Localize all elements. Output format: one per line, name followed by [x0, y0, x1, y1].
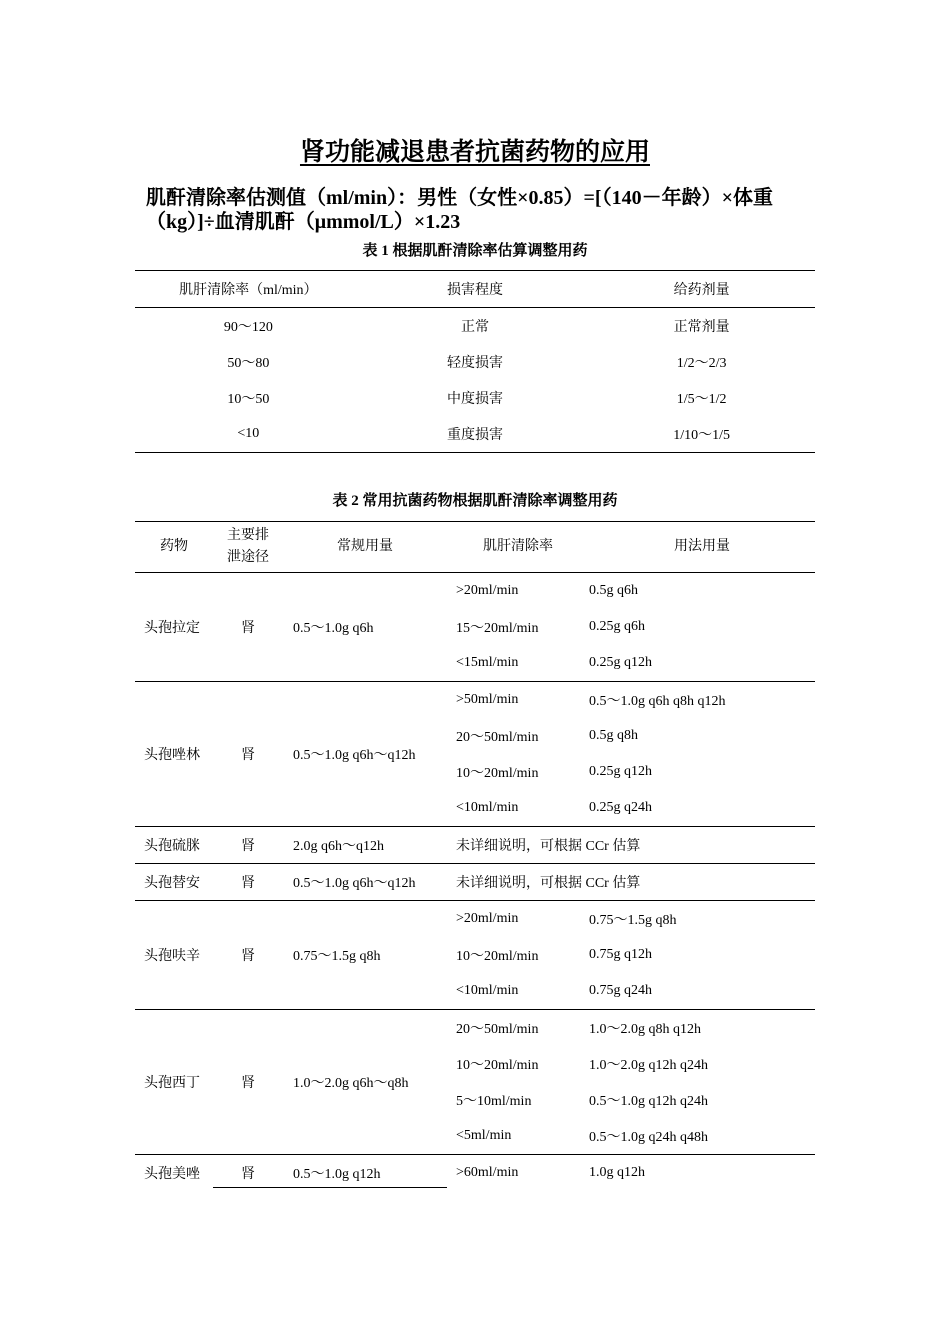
usage-value: 0.25g q12h [589, 655, 652, 670]
drug-name: 头孢替安 [144, 876, 200, 891]
creatinine-formula: 肌酐清除率估测值（ml/min）：男性（女性×0.85）=[（140－年龄）×体重（kg）]÷血清肌酐（μmmol/L）×1.23 [146, 187, 773, 233]
table-row [447, 609, 815, 645]
table1-caption: 表 1 根据肌酐清除率估算调整用药 [362, 243, 588, 259]
drug-route: 肾 [241, 949, 255, 964]
table-row [447, 754, 815, 790]
table-cell: 1/10～1/5 [673, 428, 731, 443]
drug-info [135, 901, 447, 1009]
drug-route: 肾 [241, 621, 255, 636]
table-row [447, 682, 815, 718]
drug-dose: 0.5～1.0g q12h [293, 1167, 381, 1182]
table-cell: 正常 [461, 320, 489, 335]
ccr-value: >50ml/min [456, 692, 519, 707]
dose-rows [447, 864, 815, 900]
usage-value: 0.25g q12h [589, 764, 652, 779]
ccr-value: >20ml/min [456, 583, 519, 598]
ccr-value: 10～20ml/min [456, 1058, 539, 1073]
drug-name: 头孢美唑 [144, 1167, 200, 1182]
drug-info [135, 864, 447, 900]
drug-dose: 2.0g q6h～q12h [293, 839, 384, 854]
usage-value: 1.0g q12h [589, 1165, 645, 1180]
drug-route: 肾 [241, 1167, 255, 1182]
usage-value: 0.75g q24h [589, 983, 652, 998]
ccr-value: 10～20ml/min [456, 766, 539, 781]
table2-header-row [135, 521, 815, 573]
usage-value: 1.0～2.0g q8h q12h [589, 1022, 701, 1037]
drug-info [135, 827, 447, 863]
drug-group [135, 1010, 815, 1155]
table-row [447, 827, 815, 863]
drug-info [135, 682, 447, 826]
table-row [447, 864, 815, 900]
dose-rows [447, 827, 815, 863]
drug-group [135, 864, 815, 901]
table-cell: 10～50 [227, 392, 270, 407]
table-row [135, 308, 815, 344]
ccr-value: >20ml/min [456, 911, 519, 926]
header-usage: 用法用量 [674, 539, 730, 554]
table-row [447, 645, 815, 681]
usage-value: 1.0～2.0g q12h q24h [589, 1058, 708, 1073]
table-row [447, 1118, 815, 1154]
dosing-note: 未详细说明，可根据 CCr 估算 [456, 839, 641, 854]
drug-name: 头孢西丁 [144, 1076, 200, 1091]
header-route-line2: 泄途径 [227, 550, 269, 565]
table1-header-cell: 肌肝清除率（ml/min） [179, 283, 318, 298]
table-row [135, 380, 815, 416]
usage-value: 0.5～1.0g q6h q8h q12h [589, 694, 726, 709]
drug-route: 肾 [241, 1076, 255, 1091]
drug-group [135, 573, 815, 682]
dose-adjustment-table [135, 270, 815, 453]
table1-header-cell: 损害程度 [447, 283, 503, 298]
table-row [447, 937, 815, 973]
table-row [447, 1046, 815, 1082]
usage-value: 0.25g q6h [589, 619, 645, 634]
usage-value: 0.5～1.0g q12h q24h [589, 1094, 708, 1109]
usage-value: 0.5～1.0g q24h q48h [589, 1130, 708, 1145]
drug-route: 肾 [241, 876, 255, 891]
table-row [447, 1010, 815, 1046]
drug-dose: 0.5～1.0g q6h～q12h [293, 748, 416, 763]
ccr-value: 10～20ml/min [456, 949, 539, 964]
table-cell: 重度损害 [447, 428, 503, 443]
header-dose: 常规用量 [337, 539, 393, 554]
ccr-value: 15～20ml/min [456, 621, 539, 636]
table-cell: 90～120 [223, 320, 273, 335]
ccr-value: <15ml/min [456, 655, 519, 670]
table-cell: 中度损害 [447, 392, 503, 407]
header-route-line1: 主要排 [227, 528, 269, 543]
ccr-value: >60ml/min [456, 1165, 519, 1180]
drug-route: 肾 [241, 839, 255, 854]
table-row [447, 973, 815, 1009]
drug-name: 头孢呋辛 [144, 949, 200, 964]
dosing-note: 未详细说明，可根据 CCr 估算 [456, 876, 641, 891]
antibiotic-dosing-table [135, 521, 815, 1191]
dose-rows [447, 901, 815, 1009]
drug-group [135, 901, 815, 1010]
table-row [447, 1082, 815, 1118]
dose-rows [447, 1010, 815, 1154]
header-route [213, 525, 283, 569]
table-bottom-rule [213, 1187, 447, 1188]
ccr-value: <5ml/min [456, 1128, 512, 1143]
table-cell: 1/5～1/2 [676, 392, 727, 407]
drug-dose: 0.75～1.5g q8h [293, 949, 381, 964]
ccr-value: 20～50ml/min [456, 730, 539, 745]
table-row [447, 901, 815, 937]
table1-header-row [135, 271, 815, 308]
table2-caption: 表 2 常用抗菌药物根据肌酐清除率调整用药 [332, 493, 618, 509]
drug-dose: 1.0～2.0g q6h～q8h [293, 1076, 409, 1091]
page-title: 肾功能减退患者抗菌药物的应用 [299, 139, 650, 166]
table-row [135, 416, 815, 452]
header-ccr: 肌肝清除率 [483, 539, 553, 554]
drug-name: 头孢拉定 [144, 621, 200, 636]
table-row [135, 1155, 815, 1191]
table-cell: 正常剂量 [673, 320, 730, 335]
drug-info [135, 1010, 447, 1154]
table1-header-cell: 给药剂量 [673, 283, 730, 298]
table-row [447, 573, 815, 609]
table-cell: 50～80 [227, 356, 270, 371]
table-row [447, 790, 815, 826]
ccr-value: 5～10ml/min [456, 1094, 532, 1109]
table-cell: 1/2～2/3 [676, 356, 727, 371]
drug-info [135, 573, 447, 681]
usage-value: 0.75～1.5g q8h [589, 913, 677, 928]
table-row [447, 718, 815, 754]
usage-value: 0.75g q12h [589, 947, 652, 962]
usage-value: 0.25g q24h [589, 800, 652, 815]
table-cell: <10 [237, 426, 260, 441]
drug-dose: 0.5～1.0g q6h [293, 621, 374, 636]
ccr-value: 20～50ml/min [456, 1022, 539, 1037]
drug-name: 头孢唑林 [144, 748, 200, 763]
drug-route: 肾 [241, 748, 255, 763]
usage-value: 0.5g q6h [589, 583, 638, 598]
drug-dose: 0.5～1.0g q6h～q12h [293, 876, 416, 891]
header-drug: 药物 [160, 539, 188, 554]
drug-name: 头孢硫脒 [144, 839, 200, 854]
ccr-value: <10ml/min [456, 983, 519, 998]
drug-group [135, 827, 815, 864]
drug-group [135, 682, 815, 827]
table-cell: 轻度损害 [447, 356, 503, 371]
ccr-value: <10ml/min [456, 800, 519, 815]
table-row [135, 344, 815, 380]
usage-value: 0.5g q8h [589, 728, 638, 743]
dose-rows [447, 573, 815, 681]
dose-rows [447, 682, 815, 826]
